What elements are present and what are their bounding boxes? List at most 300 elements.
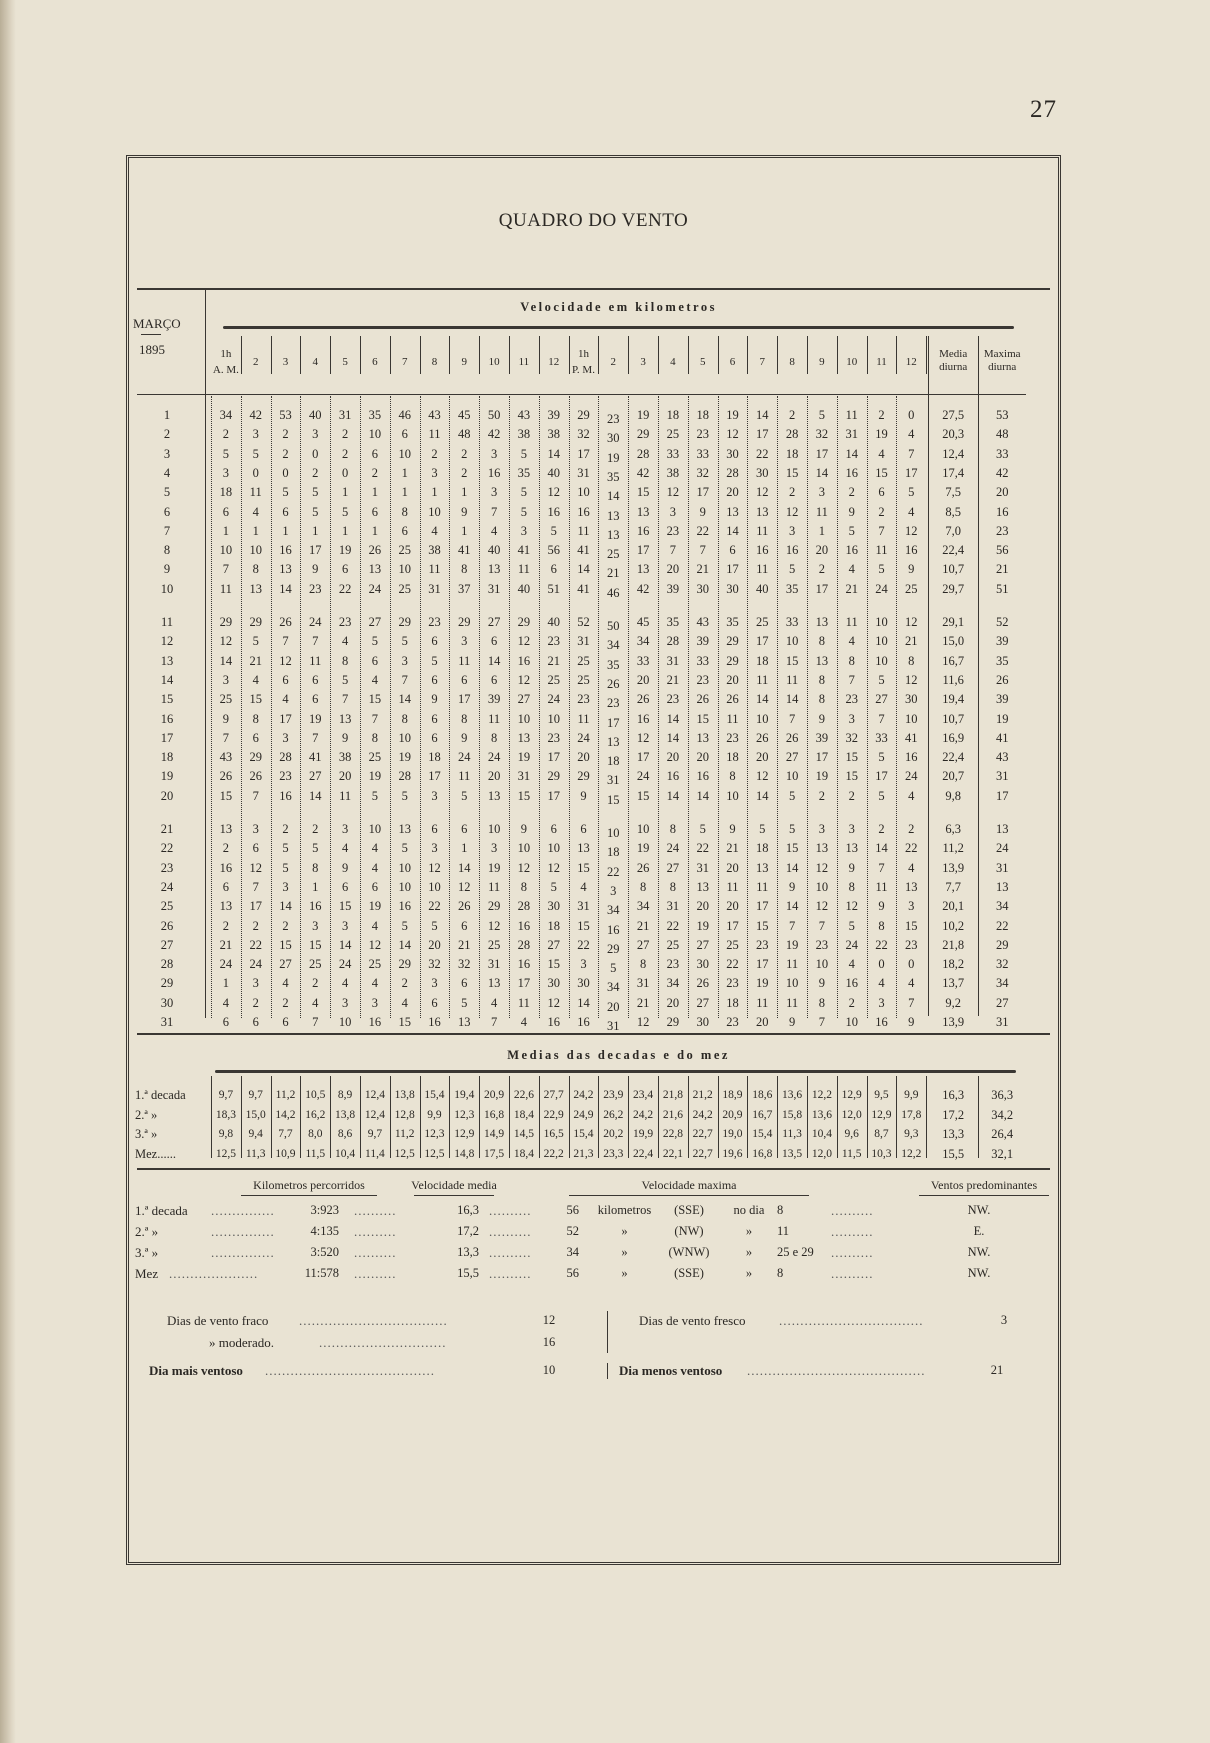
hour-value: 6 <box>371 504 379 519</box>
hour-value: 4 <box>848 634 855 649</box>
hour-value: 26 <box>696 692 709 707</box>
hour-value: 13 <box>815 615 829 629</box>
decade-label: 1.ª decada <box>135 1088 186 1102</box>
decade-column-rule <box>509 1076 510 1158</box>
hour-value: 50 <box>487 408 501 422</box>
day-label: 4 <box>163 465 171 480</box>
hour-value: 3 <box>312 918 319 933</box>
hour-value: 15 <box>398 1015 411 1029</box>
hour-body-rule <box>718 396 719 1018</box>
body-bottom-rule <box>137 1033 1050 1035</box>
hour-column-rule <box>330 336 331 374</box>
dias-moderado-label: » moderado. <box>209 1335 274 1350</box>
hour-value: 30 <box>547 899 560 914</box>
hour-value: 34 <box>666 976 680 991</box>
hour-value: 12 <box>428 860 441 875</box>
daily-max: 21 <box>995 562 1009 577</box>
hour-value: 27 <box>487 615 501 629</box>
hour-value: 23 <box>845 692 858 707</box>
hour-body-rule <box>330 396 331 1018</box>
hour-value: 16 <box>279 543 292 558</box>
hour-value: 1 <box>222 523 230 538</box>
hour-value: 1 <box>461 841 468 856</box>
hour-body-rule <box>688 396 689 1018</box>
hour-value: 46 <box>607 585 620 600</box>
hour-value: 5 <box>312 485 319 500</box>
hour-value: 8 <box>818 692 826 707</box>
hour-value: 32 <box>428 957 441 972</box>
hour-value: 5 <box>878 750 885 765</box>
decade-value: 11,2 <box>275 1089 296 1101</box>
hour-value: 2 <box>878 822 885 836</box>
hour-value: 13 <box>756 504 769 519</box>
daily-mean: 19,4 <box>942 692 965 707</box>
decade-value: 16,8 <box>752 1147 773 1160</box>
hour-value: 24 <box>309 615 322 629</box>
hour-value: 16 <box>636 711 650 726</box>
hour-value: 5 <box>341 504 349 519</box>
hour-value: 13 <box>249 581 262 596</box>
hour-value: 9 <box>341 730 349 745</box>
hour-value: 3 <box>222 465 230 480</box>
hour-value: 23 <box>547 730 560 745</box>
hour-value: 5 <box>431 653 438 668</box>
daily-mean: 8,5 <box>945 504 961 519</box>
hour-value: 6 <box>461 672 468 687</box>
hour-value: 7 <box>371 711 379 726</box>
hour-value: 39 <box>487 692 501 707</box>
hour-value: 21 <box>636 918 650 933</box>
decade-max: 36,3 <box>991 1088 1014 1102</box>
decade-value: 22,7 <box>692 1147 713 1160</box>
hour-value: 7 <box>490 1015 498 1029</box>
velocity-group-swash <box>223 326 1014 329</box>
hour-value: 14 <box>338 937 352 952</box>
daily-mean: 20,1 <box>942 899 965 914</box>
hour-value: 1 <box>401 485 408 500</box>
hour-value: 8 <box>490 730 498 745</box>
hour-value: 32 <box>458 957 471 972</box>
hour-value: 9 <box>520 822 528 836</box>
daily-max: 41 <box>995 730 1009 745</box>
hour-value: 27 <box>517 692 531 707</box>
year-label: 1895 <box>139 342 165 357</box>
hour-value: 9 <box>878 899 885 914</box>
hour-value: 12 <box>487 918 501 933</box>
hour-value: 5 <box>610 961 617 976</box>
hour-value: 24 <box>458 750 471 765</box>
hour-value: 6 <box>431 711 438 726</box>
summary-media: 13,3 <box>457 1245 479 1259</box>
hour-value: 4 <box>401 995 408 1010</box>
day-label: 7 <box>163 523 171 538</box>
hour-value: 14 <box>487 653 501 668</box>
hour-value: 3 <box>818 485 826 500</box>
hour-value: 25 <box>547 672 560 687</box>
summary-dia: 8 <box>777 1203 784 1217</box>
hour-value: 18 <box>696 408 709 422</box>
hour-value: 7 <box>490 504 498 519</box>
hour-value: 1 <box>371 523 379 538</box>
hour-value: 27 <box>368 615 382 629</box>
hour-value: 16 <box>279 788 292 803</box>
hour-value: 18 <box>726 750 739 765</box>
hour-value: 10 <box>487 822 501 836</box>
hour-value: 25 <box>398 581 411 596</box>
summary-media: 17,2 <box>457 1224 479 1238</box>
hour-value: 29 <box>607 941 620 956</box>
hour-column-rule <box>598 336 599 374</box>
hour-value: 6 <box>222 879 230 894</box>
hour-value: 14 <box>785 899 799 914</box>
summary-leader-3: .......... <box>489 1266 532 1281</box>
hour-body-rule <box>241 396 242 1018</box>
decade-value: 20,9 <box>484 1089 505 1101</box>
summary-leader-1: ............... <box>211 1203 275 1218</box>
decade-value: 9,3 <box>904 1128 919 1140</box>
hour-value: 26 <box>607 676 620 691</box>
decade-column-rule <box>747 1076 748 1158</box>
decade-value: 8,6 <box>337 1128 353 1140</box>
hour-value: 9 <box>312 562 319 577</box>
hour-header-22: 10 <box>846 356 858 368</box>
hour-value: 26 <box>785 730 799 745</box>
hour-value: 14 <box>696 788 709 803</box>
hour-value: 26 <box>636 692 650 707</box>
hour-value: 26 <box>368 543 382 558</box>
hour-value: 4 <box>312 995 319 1010</box>
hour-value: 14 <box>666 711 680 726</box>
decade-value: 9,6 <box>844 1128 859 1140</box>
hour-value: 31 <box>636 976 650 991</box>
hour-column-rule <box>837 336 838 374</box>
hour-value: 3 <box>848 822 855 836</box>
hour-value: 3 <box>431 465 438 480</box>
decade-value: 17,8 <box>901 1108 922 1121</box>
hour-value: 10 <box>547 711 560 726</box>
hour-value: 12 <box>458 879 471 894</box>
hour-value: 17 <box>249 899 262 914</box>
summary-vento: NW. <box>967 1266 991 1280</box>
daily-mean: 16,7 <box>942 653 965 668</box>
decades-bottom-rule <box>137 1168 1050 1170</box>
hour-value: 12 <box>517 860 531 875</box>
hour-value: 11 <box>577 711 590 726</box>
hour-value: 17 <box>905 465 918 480</box>
hour-value: 40 <box>309 408 322 422</box>
hour-value: 6 <box>371 653 379 668</box>
hour-value: 3 <box>908 899 915 914</box>
summary-max: 56 <box>566 1266 579 1280</box>
hour-value: 20 <box>607 999 620 1014</box>
hour-value: 9 <box>222 711 230 726</box>
hour-value: 4 <box>908 860 915 875</box>
hour-value: 5 <box>788 562 796 577</box>
decade-value: 8,9 <box>337 1089 353 1101</box>
hour-value: 31 <box>338 408 352 422</box>
day-label: 16 <box>160 711 174 726</box>
hour-value: 18 <box>666 408 680 422</box>
hour-value: 14 <box>577 562 590 577</box>
hour-value: 25 <box>368 957 382 972</box>
hour-value: 14 <box>219 653 233 668</box>
decade-value: 9,4 <box>248 1128 263 1140</box>
hour-value: 11 <box>786 957 799 972</box>
hour-body-rule <box>658 396 659 1018</box>
day-label: 25 <box>160 899 174 914</box>
hour-value: 13 <box>487 788 501 803</box>
hour-value: 3 <box>669 504 677 519</box>
hour-value: 40 <box>547 615 560 629</box>
hour-value: 14 <box>309 788 322 803</box>
hour-value: 2 <box>818 562 826 577</box>
hour-value: 6 <box>312 672 319 687</box>
decade-value: 12,4 <box>364 1089 385 1101</box>
hour-value: 35 <box>607 469 620 484</box>
day-label: 28 <box>160 957 174 972</box>
daily-mean: 9,2 <box>945 995 961 1010</box>
hour-value: 12 <box>905 523 918 538</box>
hour-header-4: 4 <box>312 356 319 368</box>
decade-value: 21,3 <box>573 1147 594 1160</box>
hour-value: 3 <box>341 918 349 933</box>
hour-body-rule <box>211 396 212 1018</box>
hour-value: 21 <box>726 841 739 856</box>
hour-value: 52 <box>577 615 590 629</box>
hour-value: 13 <box>487 976 501 991</box>
summary-header-maxima: Velocidade maxima <box>641 1178 737 1192</box>
hour-value: 23 <box>666 523 680 538</box>
hour-header-21: 9 <box>819 356 825 368</box>
hour-value: 1 <box>431 485 438 500</box>
day-label: 22 <box>160 841 174 856</box>
hour-value: 2 <box>312 976 319 991</box>
decade-value: 22,4 <box>633 1147 654 1160</box>
hour-value: 20 <box>815 543 829 558</box>
decades-swash <box>215 1070 1016 1073</box>
dias-menos-label: Dia menos ventoso <box>619 1363 723 1378</box>
hour-value: 14 <box>577 995 590 1010</box>
hour-value: 2 <box>282 446 289 461</box>
hour-value: 16 <box>845 543 858 558</box>
hour-value: 7 <box>222 730 230 745</box>
hour-value: 13 <box>368 562 382 577</box>
hour-value: 15 <box>905 918 918 933</box>
hour-value: 16 <box>517 653 531 668</box>
hour-value: 12 <box>815 899 829 914</box>
hour-value: 1 <box>252 523 259 538</box>
hour-value: 31 <box>696 860 709 875</box>
hour-value: 42 <box>636 465 650 480</box>
hour-value: 7 <box>699 543 706 558</box>
decade-column-rule <box>330 1076 331 1158</box>
hour-value: 20 <box>696 899 709 914</box>
hour-value: 4 <box>371 672 379 687</box>
hour-value: 26 <box>249 769 262 784</box>
hour-header-12: 12 <box>548 356 560 368</box>
hour-value: 30 <box>726 446 739 461</box>
hour-value: 26 <box>636 860 650 875</box>
summary-vento: E. <box>973 1224 985 1238</box>
hour-value: 31 <box>428 581 441 596</box>
hour-value: 8 <box>669 822 677 836</box>
hour-value: 14 <box>607 489 620 504</box>
hour-value: 15 <box>338 899 352 914</box>
hour-value: 9 <box>818 976 826 991</box>
hour-value: 11 <box>339 788 352 803</box>
decade-value: 16,7 <box>752 1108 773 1121</box>
decade-value: 15,4 <box>573 1128 594 1140</box>
summary-max: 56 <box>566 1203 579 1217</box>
hour-value: 6 <box>312 692 319 707</box>
hour-value: 33 <box>696 446 709 461</box>
daily-max: 20 <box>995 485 1009 500</box>
hour-body-rule <box>896 396 897 1018</box>
hour-value: 3 <box>401 653 408 668</box>
day-label: 9 <box>163 562 171 577</box>
daily-mean: 11,6 <box>942 672 964 687</box>
daily-mean: 10,7 <box>942 562 965 577</box>
hour-value: 11 <box>517 562 530 577</box>
hour-value: 32 <box>815 427 829 442</box>
hour-value: 6 <box>341 562 349 577</box>
hour-value: 16 <box>756 543 769 558</box>
hour-value: 9 <box>848 860 855 875</box>
decade-value: 24,2 <box>573 1089 594 1101</box>
hour-value: 27 <box>785 750 799 765</box>
hour-value: 16 <box>666 769 680 784</box>
hour-value: 23 <box>726 976 739 991</box>
daily-max: 39 <box>995 634 1009 649</box>
decade-value: 11,3 <box>245 1147 266 1160</box>
hour-value: 17 <box>607 715 620 730</box>
hour-header-sub-1: A. M. <box>212 364 239 376</box>
hour-value: 10 <box>785 976 799 991</box>
decade-value: 12,5 <box>394 1147 415 1160</box>
day-label: 11 <box>160 615 174 629</box>
hour-value: 12 <box>368 937 382 952</box>
hour-value: 17 <box>875 769 888 784</box>
hour-value: 4 <box>341 976 349 991</box>
hour-body-rule <box>569 396 570 1018</box>
hour-column-rule <box>539 336 540 374</box>
hour-header-3: 3 <box>282 356 289 368</box>
hour-value: 27 <box>279 957 292 972</box>
summary-label: 3.ª » <box>135 1245 159 1260</box>
hour-value: 19 <box>785 937 799 952</box>
hour-value: 51 <box>547 581 560 596</box>
hour-header-14: 2 <box>610 356 617 368</box>
hour-value: 10 <box>875 615 888 629</box>
hour-header-16: 4 <box>670 356 676 368</box>
hour-value: 5 <box>371 634 379 649</box>
hour-value: 9 <box>341 860 349 875</box>
hour-value: 20 <box>428 937 441 952</box>
hour-value: 6 <box>550 822 557 836</box>
day-label: 30 <box>160 995 174 1010</box>
hour-value: 12 <box>756 769 769 784</box>
daily-max: 19 <box>995 711 1009 726</box>
hour-value: 26 <box>696 976 709 991</box>
decade-column-rule <box>211 1076 212 1158</box>
hour-value: 2 <box>878 408 885 422</box>
hour-header-sub-13: P. M. <box>572 364 595 376</box>
hour-value: 32 <box>577 427 590 442</box>
daily-max: 24 <box>995 841 1009 856</box>
hour-value: 20 <box>666 562 680 577</box>
hour-value: 10 <box>636 822 650 836</box>
hour-value: 5 <box>252 634 259 649</box>
hour-value: 13 <box>219 822 233 836</box>
decade-value: 12,5 <box>424 1147 445 1160</box>
hour-value: 3 <box>312 427 319 442</box>
hour-value: 14 <box>726 523 739 538</box>
dias-fraco-label: Dias de vento fraco <box>167 1313 269 1328</box>
hour-value: 32 <box>845 730 858 745</box>
hour-value: 15 <box>547 957 560 972</box>
hour-value: 11 <box>488 711 501 726</box>
hour-value: 1 <box>282 523 289 538</box>
decade-value: 23,3 <box>603 1147 624 1160</box>
hour-column-rule <box>300 336 301 374</box>
hour-value: 5 <box>848 523 855 538</box>
hour-value: 29 <box>636 427 650 442</box>
decade-value: 18,9 <box>722 1089 743 1101</box>
hour-value: 33 <box>696 653 709 668</box>
hour-value: 2 <box>878 504 885 519</box>
hour-value: 8 <box>639 957 647 972</box>
hour-header-20: 8 <box>789 356 795 368</box>
hour-value: 23 <box>815 937 829 952</box>
decade-column-rule <box>300 1076 301 1158</box>
hour-value: 11 <box>726 711 739 726</box>
hour-value: 4 <box>371 976 379 991</box>
hour-value: 31 <box>577 465 590 480</box>
hour-value: 4 <box>908 504 915 519</box>
hour-value: 21 <box>636 995 650 1010</box>
summary-header-km-underline <box>241 1195 377 1196</box>
hour-value: 32 <box>696 465 709 480</box>
hour-value: 6 <box>550 562 557 577</box>
hour-value: 1 <box>312 523 319 538</box>
hour-value: 33 <box>785 615 799 629</box>
hour-value: 31 <box>517 769 531 784</box>
hour-value: 10 <box>815 879 829 894</box>
decade-value: 20,9 <box>722 1108 743 1121</box>
daily-max: 26 <box>995 672 1009 687</box>
hour-value: 29 <box>666 1015 680 1029</box>
hour-value: 17 <box>815 581 829 596</box>
hour-value: 39 <box>547 408 560 422</box>
daily-max: 56 <box>995 543 1009 558</box>
hour-value: 31 <box>607 773 620 788</box>
decade-column-rule <box>360 1076 361 1158</box>
hour-value: 13 <box>577 841 590 856</box>
decade-value: 16,8 <box>484 1108 505 1121</box>
hour-body-rule <box>300 396 301 1018</box>
hour-value: 11 <box>756 562 769 577</box>
hour-value: 18 <box>756 841 769 856</box>
daily-max: 31 <box>995 860 1009 875</box>
hour-value: 2 <box>222 427 230 442</box>
hour-value: 14 <box>756 788 769 803</box>
decade-value: 12,2 <box>811 1089 832 1101</box>
hour-value: 8 <box>312 860 319 875</box>
hour-value: 27 <box>666 860 680 875</box>
decade-column-rule <box>837 1076 838 1158</box>
hour-value: 7 <box>908 995 915 1010</box>
hour-value: 34 <box>636 899 650 914</box>
